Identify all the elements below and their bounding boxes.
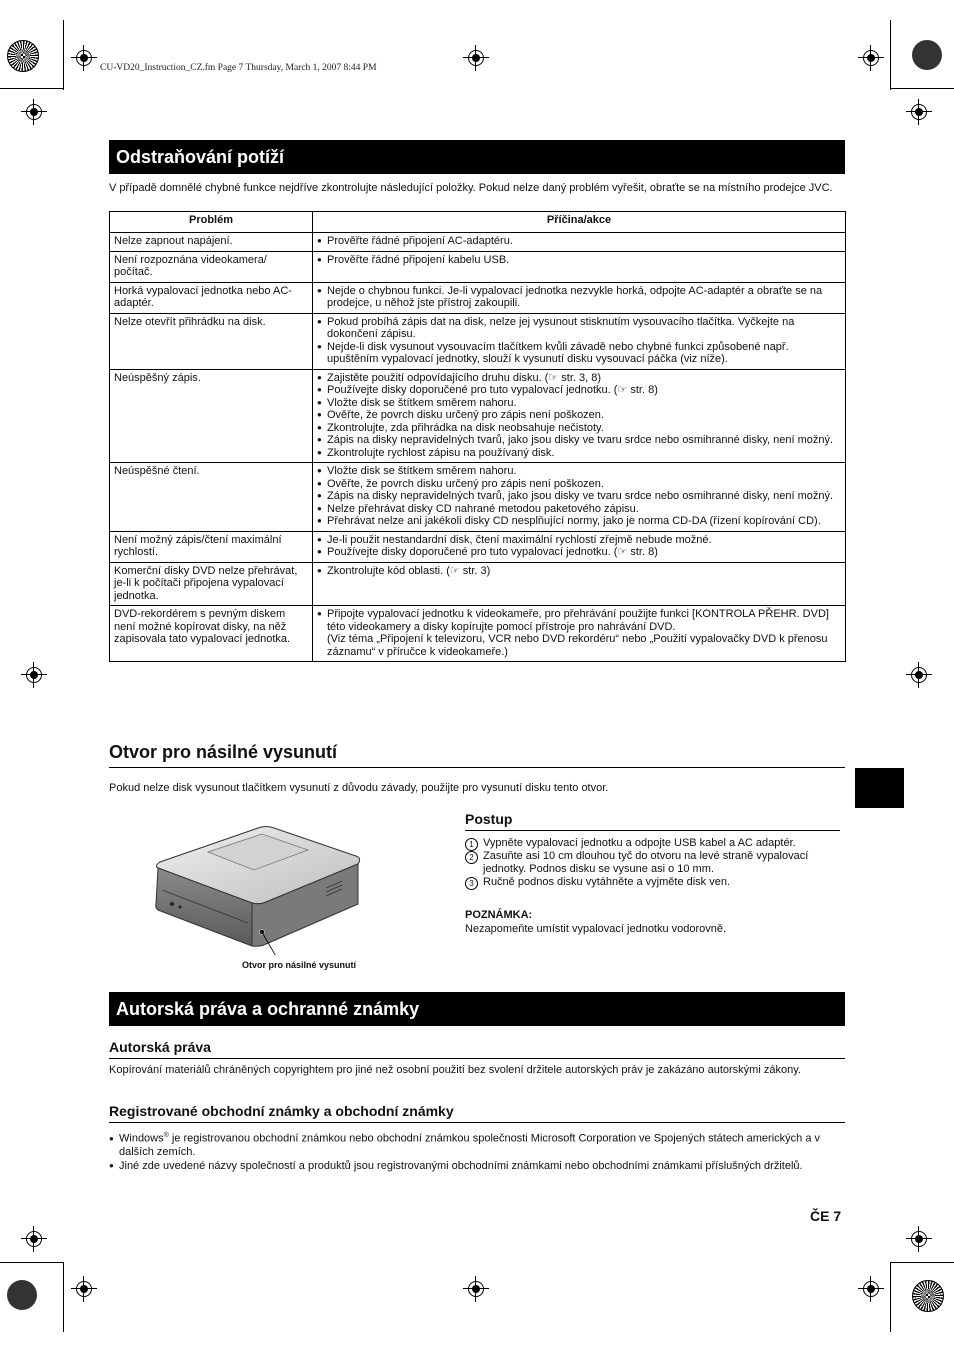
procedure-title: Postup <box>465 811 840 831</box>
file-header: CU-VD20_Instruction_CZ.fm Page 7 Thursday, March 1, 2007 8:44 PM <box>100 63 377 73</box>
problem-cell: Není rozpoznána videokamera/ počítač. <box>110 251 313 282</box>
cause-item: ● Nejde-li disk vysunout vysouvacím tlačítkem kvůli závadě nebo chybné funkci způsobené např. upuštěním vypalovací jednotky, slouží k vysunutí disku vysouvací páčka (viz níže). <box>317 341 841 366</box>
cause-item: ● Pokud probíhá zápis dat na disk, nelze jej vysunout stisknutím vysouvacího tlačítka. Vyčkejte na dokončení zápisu. <box>317 316 841 341</box>
crosshair-mark <box>463 1276 489 1302</box>
chapter-tab <box>855 768 904 808</box>
column-header-problem: Problém <box>110 212 313 233</box>
problem-cell: Horká vypalovací jednotka nebo AC-adaptér. <box>110 282 313 313</box>
step-text: Ručně podnos disku vytáhněte a vyjměte disk ven. <box>483 876 731 888</box>
cause-item: ● Vložte disk se štítkem směrem nahoru. <box>317 397 841 410</box>
cause-item: ● Zkontrolujte kód oblasti. (☞ str. 3) <box>317 565 841 578</box>
forced-eject-intro: Pokud nelze disk vysunout tlačítkem vysunutí z důvodu závady, použijte pro vysunutí disku tento otvor. <box>109 782 609 794</box>
crop-line <box>63 1262 64 1332</box>
step-text: Vypněte vypalovací jednotku a odpojte USB kabel a AC adaptér. <box>483 837 796 849</box>
column-header-cause: Příčina/akce <box>313 212 846 233</box>
registration-solid-mark <box>912 40 942 70</box>
crop-line <box>0 1262 64 1263</box>
table-row <box>110 369 846 463</box>
dvd-burner-illustration <box>150 820 370 955</box>
cause-item: ● Vložte disk se štítkem směrem nahoru. <box>317 465 841 478</box>
trademark-item <box>109 1129 845 1159</box>
problem-cell: Nelze otevřít přihrádku na disk. <box>110 313 313 369</box>
cause-item: ● Zápis na disky nepravidelných tvarů, jako jsou disky ve tvaru srdce nebo osmihranné disky, není možný. <box>317 434 841 447</box>
cause-cell <box>313 531 846 562</box>
procedure-step <box>465 850 840 876</box>
cause-cell <box>313 282 846 313</box>
cause-item-continuation: (Viz téma „Připojení k televizoru, VCR nebo DVD rekordéru“ nebo „Použití vypalovačky DVD k přenosu záznamu“ v příručce k videokameře.) <box>327 633 828 658</box>
table-row <box>110 562 846 606</box>
section-title-troubleshooting: Odstraňování potíží <box>109 140 845 174</box>
crosshair-mark <box>906 1226 932 1252</box>
section-title-forced-eject: Otvor pro násilné vysunutí <box>109 742 845 768</box>
table-row <box>110 606 846 662</box>
cause-item: ● Používejte disky doporučené pro tuto vypalovací jednotku. (☞ str. 8) <box>317 546 841 559</box>
crop-line <box>0 88 64 89</box>
step-number: 2 <box>465 851 478 864</box>
table-row <box>110 463 846 532</box>
table-row <box>110 531 846 562</box>
step-number: 3 <box>465 877 478 890</box>
cause-item: ● Prověřte řádné připojení AC-adaptéru. <box>317 235 841 248</box>
problem-cell: Není možný zápis/čtení maximální rychlostí. <box>110 531 313 562</box>
crop-line <box>890 88 954 89</box>
cause-cell <box>313 562 846 606</box>
procedure-step <box>465 876 840 889</box>
copyright-text: Kopírování materiálů chráněných copyrightem pro jiné než osobní použití bez svolení držitele autorských práv je zakázáno autorskými zákony. <box>109 1064 801 1076</box>
registration-solid-mark <box>7 1280 37 1310</box>
problem-cell: Neúspěšný zápis. <box>110 369 313 463</box>
cause-item: ● Používejte disky doporučené pro tuto vypalovací jednotku. (☞ str. 8) <box>317 384 841 397</box>
problem-cell: Komerční disky DVD nelze přehrávat, je-li k počítači připojena vypalovací jednotka. <box>110 562 313 606</box>
crosshair-mark <box>906 662 932 688</box>
note-text: Nezapomeňte umístit vypalovací jednotku vodorovně. <box>465 923 727 935</box>
cause-cell <box>313 313 846 369</box>
table-row <box>110 251 846 282</box>
step-text: Zasuňte asi 10 cm dlouhou tyč do otvoru na levé straně vypalovací jednotky. Podnos disku se vysune asi o 10 mm. <box>483 850 809 875</box>
registered-mark: ® <box>163 1132 169 1139</box>
crosshair-mark <box>858 45 884 71</box>
table-row <box>110 282 846 313</box>
cause-item: ● Nelze přehrávat disky CD nahrané metodou paketového zápisu. <box>317 503 841 516</box>
cause-item: ● Nejde o chybnou funkci. Je-li vypalovací jednotka nezvykle horká, odpojte AC-adaptér a obraťte se na prodejce, u něhož jste přístroj zakoupili. <box>317 285 841 310</box>
registration-star-mark <box>7 40 39 72</box>
cause-cell <box>313 251 846 282</box>
troubleshooting-intro: V případě domnělé chybné funkce nejdříve zkontrolujte následující položky. Pokud nelze daný problém vyřešit, obraťte se na místního prodejce JVC. <box>109 182 833 194</box>
cause-cell <box>313 606 846 662</box>
cause-item: ● Ověřte, že povrch disku určený pro zápis není poškozen. <box>317 409 841 422</box>
crosshair-mark <box>906 99 932 125</box>
trademark-windows-text: je registrovanou obchodní známkou nebo obchodní známkou společnosti Microsoft Corporation ve Spojených státech amerických a v dalších zemích. <box>119 1132 820 1158</box>
cause-item: ● Ověřte, že povrch disku určený pro zápis není poškozen. <box>317 478 841 491</box>
registration-star-mark <box>912 1280 944 1312</box>
section-title-copyright: Autorská práva a ochranné známky <box>109 992 845 1026</box>
crosshair-mark <box>463 45 489 71</box>
problem-cell: Neúspěšné čtení. <box>110 463 313 532</box>
cause-item: ● Připojte vypalovací jednotku k videokameře, pro přehrávání použijte funkci [KONTROLA PŘEHR. DVD] této videokamery a disky kopírujte pomocí přístroje pro nahrávání DVD. <box>317 608 841 633</box>
note-title: POZNÁMKA: <box>465 909 533 921</box>
cause-item: ● Zápis na disky nepravidelných tvarů, jako jsou disky ve tvaru srdce nebo osmihranné disky, není možný. <box>317 490 841 503</box>
cause-item: ● Zkontrolujte rychlost zápisu na používaný disk. <box>317 447 841 460</box>
crosshair-mark <box>71 45 97 71</box>
cause-item: ● Přehrávat nelze ani jakékoli disky CD nesplňující normy, jako je norma CD-DA (řízení kopírování CD). <box>317 515 841 528</box>
eject-hole-caption: Otvor pro násilné vysunutí <box>242 960 357 970</box>
table-header-row <box>110 212 846 233</box>
step-number: 1 <box>465 838 478 851</box>
cause-item: ● Je-li použit nestandardní disk, čtení maximální rychlostí zřejmě nebude možné. <box>317 534 841 547</box>
crosshair-mark <box>71 1276 97 1302</box>
trademark-windows: Windows <box>119 1132 164 1145</box>
trademark-item: ● Jiné zde uvedené názvy společností a produktů jsou registrovanými obchodními známkami nebo obchodními známkami příslušných držitelů. <box>109 1159 845 1173</box>
troubleshooting-table <box>109 211 846 662</box>
crop-line <box>890 1262 954 1263</box>
cause-item: ● Prověřte řádné připojení kabelu USB. <box>317 254 841 267</box>
table-row <box>110 313 846 369</box>
procedure-step <box>465 837 840 850</box>
crop-line <box>890 20 891 90</box>
crosshair-mark <box>21 1226 47 1252</box>
subsection-title-copyright: Autorská práva <box>109 1039 845 1059</box>
table-row <box>110 233 846 252</box>
problem-cell: Nelze zapnout napájení. <box>110 233 313 252</box>
crosshair-mark <box>21 99 47 125</box>
crosshair-mark <box>21 662 47 688</box>
cause-item: ● Zkontrolujte, zda přihrádka na disk neobsahuje nečistoty. <box>317 422 841 435</box>
crosshair-mark <box>858 1276 884 1302</box>
cause-cell <box>313 233 846 252</box>
page-number: ČE 7 <box>810 1208 842 1224</box>
cause-cell <box>313 463 846 532</box>
trademark-list <box>109 1129 845 1173</box>
cause-cell <box>313 369 846 463</box>
subsection-title-trademarks: Registrované obchodní známky a obchodní známky <box>109 1103 845 1123</box>
crop-line <box>890 1262 891 1332</box>
procedure-steps <box>465 837 840 889</box>
problem-cell: DVD-rekordérem s pevným diskem není možné kopírovat disky, na něž zapisovala tato vypalovací jednotka. <box>110 606 313 662</box>
cause-item: ● Zajistěte použití odpovídajícího druhu disku. (☞ str. 3, 8) <box>317 372 841 385</box>
crop-line <box>63 20 64 90</box>
